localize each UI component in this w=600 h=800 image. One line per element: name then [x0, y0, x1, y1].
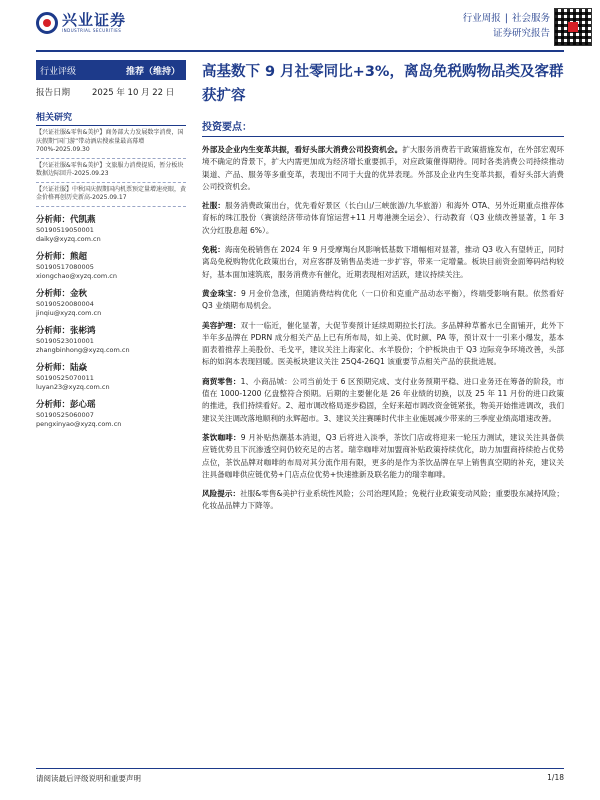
- paragraph-lead: 风险提示：: [202, 489, 241, 499]
- paragraph-lead: 商贸零售：: [202, 376, 241, 386]
- paragraph-lead: 外部及企业内生变革共振，看好头部大消费公司投资机会。: [202, 145, 403, 154]
- analyst-id: S0190525070011: [36, 373, 94, 382]
- related-research-item[interactable]: 【兴证社服&零售&美护】商务部大力发展数字消费，国庆假期“国门游”带动酒店搜索量最高幕增 700%-2025.09.30: [36, 126, 186, 159]
- footer-disclaimer[interactable]: 请阅读最后评级说明和重要声明: [36, 774, 141, 783]
- date-value: 2025 年 10 月 22 日: [92, 88, 175, 98]
- investment-points-title: 投资要点：: [202, 118, 564, 137]
- analyst-email[interactable]: luyan23@xyzq.com.cn: [36, 382, 110, 391]
- paragraph-tea-coffee: [202, 432, 564, 481]
- analyst-block: [36, 362, 186, 392]
- main-content: [202, 60, 564, 513]
- analyst-id: S0190517080005: [36, 262, 94, 271]
- report-category: 行业周报: [462, 13, 501, 24]
- paragraph-beauty: [202, 320, 564, 369]
- paragraph-body: 海南免税销售在 2024 年 9 月受摩羯台风影响低基数下增幅相对显著，推动 Q3 收入有望转正，同时离岛免税购物优化政策出台，对应客群及销售品类进一步扩容，带来一定增量。板块目前资金面筹码结构较好，基本面加速筑底，服务消费亦有催化，近期表现相对活跃，建议持续关注。: [202, 245, 564, 279]
- report-title: 高基数下 9 月社零同比+3%，离岛免税购物品类及客群获扩容: [202, 64, 564, 104]
- paragraph-body: 双十一临近，催化显著，大促节奏预计延续周期拉长打法。多品牌种草蓄水已全面铺开，此外下半年多品牌在 PDRN 成分相关产品上已有所布局，如上美、优时颜、PA 等，预计双十一引来小爆发，基本面表着推荐上美股份、毛戈平，建议关注上海家化、水羊股份；个护板块由于 Q3 边际竞争环境改善，头部标的如润本表现回暖。医美板块建议关注 25Q4-26Q1 该重要节点相关产品的获批进展。: [202, 320, 565, 367]
- analyst-id: S0190523010001: [36, 336, 94, 345]
- analyst-email[interactable]: xiongchao@xyzq.com.cn: [36, 271, 117, 280]
- analyst-name: 分析师：张彬鸿: [36, 325, 96, 336]
- analyst-id: S0190519050001: [36, 225, 94, 234]
- paragraph-body: 9 月补贴热潮基本消退，Q3 后将进入淡季，茶饮门店或将迎来一轮压力测试，建议关注具备供应链优势且下沉渗透空间仍较充足的古茗。瑞幸咖啡对加盟商补贴政策持续优化，助力加盟商持续抢占优势点位，茶饮品牌对咖啡的布局对其分流作用有限，更多的是作为茶饮品牌在早上销售真空期的补充，建议关注具备咖啡供应链优势+门店点位优势+快速推新及联名能力的瑞幸咖啡。: [202, 432, 564, 479]
- related-research-title: 相关研究: [36, 110, 186, 126]
- analyst-name: 分析师：彭心瑶: [36, 399, 96, 410]
- rating-bar: [36, 60, 186, 80]
- sidebar: [36, 60, 186, 429]
- related-research-list: [36, 126, 186, 207]
- rating-label: 行业评级: [40, 66, 77, 77]
- paragraph-risk: [202, 488, 564, 513]
- logo-en-text: INDUSTRIAL SECURITIES: [62, 28, 122, 33]
- analyst-block: [36, 288, 186, 318]
- analyst-block: [36, 325, 186, 355]
- company-logo: [36, 12, 126, 34]
- analyst-email[interactable]: zhangbinhong@xyzq.com.cn: [36, 345, 130, 354]
- page-number: 1/18: [547, 773, 564, 782]
- paragraph-duty-free: [202, 244, 564, 281]
- header-separator: |: [504, 13, 508, 24]
- analyst-id: S0190525060007: [36, 410, 94, 419]
- paragraph-lead: 免税：: [202, 245, 225, 255]
- paragraph-lead: 茶饮咖啡：: [202, 432, 241, 442]
- paragraph-body: 扩大服务消费若干政策措施发布，在外部宏观环境不确定的背景下，扩大内需更加成为经济增长重要抓手，对应政策催得期待。同时各类消费公司持续推动渠道、产品、服务等多重变革，表现出不同于大盘的优异表现。外部及企业内生变革共振，看好头部大消费公司投资机会。: [202, 145, 565, 191]
- header-divider: [36, 50, 564, 52]
- analyst-name: 分析师：代凯燕: [36, 214, 96, 225]
- paragraph-body: 1、小商品城：公司当前处于 6 区预期完成、支付业务预期平稳、进口业务还在筹备的阶段，市值在 1000-1200 亿盘整符合预期。后期的主要催化是 26 年业绩的切换，以及 25 年 11 月份的进口政策的推进，我们持续看好。2、超市调改格局逐步稳固，全好来超市调改资金链紧张，物美开始推进调改，我们建议关注调改落地顺利的永辉超市。3、建议关注赛睡时代非主业施展减少带来的三季度业绩高增速改善。: [202, 376, 564, 423]
- analyst-block: [36, 399, 186, 429]
- page-header: [0, 0, 600, 50]
- paragraph-body: 9 月金价急涨，但随消费结构优化（一口价和克重产品动态平衡），终端受影响有限。依然看好 Q3 业绩期布局机会。: [202, 288, 564, 311]
- report-date-row: [36, 86, 186, 98]
- analyst-email[interactable]: daiky@xyzq.com.cn: [36, 234, 101, 243]
- paragraph-lead: 社服：: [202, 201, 226, 211]
- paragraph-retail: [202, 376, 564, 425]
- paragraph-body: 社服&零售&美护行业系统性风险；公司治理风险；免税行业政策变动风险；重要股东减持风险；化妆品品牌力下降等。: [202, 489, 564, 511]
- date-label: 报告日期: [36, 88, 71, 98]
- logo-cn-text: 兴业证券: [62, 11, 127, 29]
- report-industry: 社会服务: [511, 13, 550, 24]
- analyst-email[interactable]: pengxinyao@xyzq.com.cn: [36, 419, 122, 428]
- analyst-block: [36, 251, 186, 281]
- logo-mark-icon: [36, 12, 58, 34]
- paragraph-lead: 美容护理：: [202, 320, 241, 330]
- paragraph-outlook: [202, 144, 564, 193]
- analyst-name: 分析师：熊超: [36, 251, 88, 262]
- report-dept: 证券研究报告: [492, 28, 550, 39]
- rating-value: 推荐（维持）: [125, 66, 180, 77]
- analyst-name: 分析师：陆焱: [36, 362, 88, 373]
- footer-divider: [36, 768, 564, 769]
- related-research-item[interactable]: 【兴证社服】中秋国庆假期国内机票预定量增速亮眼，黄金价格再创历史新高-2025.09.17: [36, 183, 186, 207]
- qr-code-icon: [554, 8, 592, 46]
- analyst-block: [36, 214, 186, 244]
- analyst-email[interactable]: jinqiu@xyzq.com.cn: [36, 308, 102, 317]
- paragraph-social-services: [202, 200, 564, 237]
- paragraph-lead: 黄金珠宝：: [202, 288, 241, 298]
- paragraph-jewelry: [202, 288, 564, 313]
- analyst-id: S0190520080004: [36, 299, 94, 308]
- paragraph-body: 服务消费政策出台，优先看好景区（长白山/三峡旅游/九华旅游）和海外 OTA、另外近期重点推荐体育标的珠江股份（赛演经济带动体育馆运营+11 月粤港澳全运会）、行动教育（Q3 业绩改善显著，1 年 3 次分红股息超 6%）。: [202, 201, 564, 235]
- header-meta: [463, 12, 550, 42]
- related-research-item[interactable]: 【兴证社服&零售&美护】文旅服力消费提质，暂分板块数据边际回升-2025.09.23: [36, 159, 186, 183]
- analyst-name: 分析师：金秋: [36, 288, 88, 299]
